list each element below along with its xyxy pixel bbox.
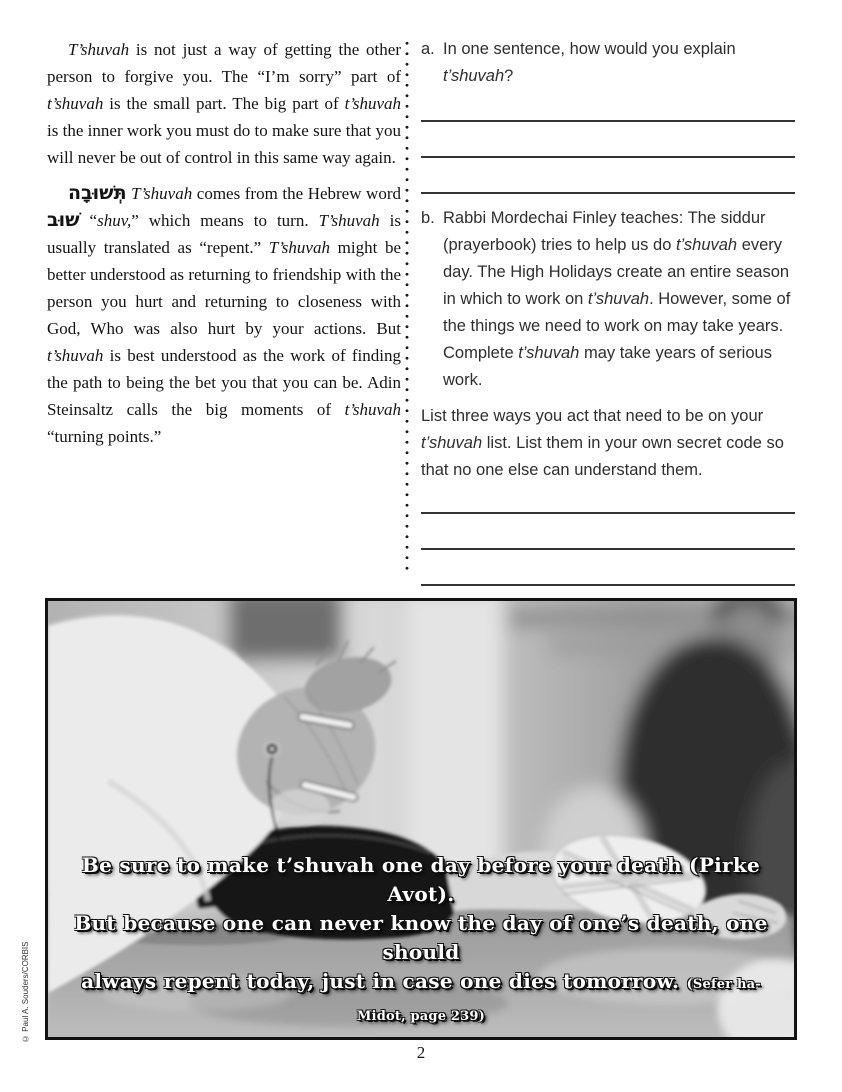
quote-line-3: always repent today, just in case one dies tomorrow. (Sefer ha-Midot, page 239) [81, 969, 761, 1024]
answer-lines-list [421, 484, 795, 586]
question-a [421, 36, 795, 90]
answer-lines-a [421, 90, 795, 194]
spacer [421, 394, 795, 403]
answer-line [421, 550, 795, 586]
question-b-text: Rabbi Mordechai Finley teaches: The siddur (prayerbook) tries to help us do t’shuvah every day. The High Holidays create an entire season in which to work on t’shuvah. However, some of the things we need to work on may take years. Complete t’shuvah may take years of serious work. [443, 209, 791, 389]
right-column [421, 36, 795, 586]
spacer [421, 194, 795, 205]
paragraph-tshuvah-intro: T’shuvah is not just a way of getting the other person to forgive you. The “I’m sorry” part of t’shuvah is the small part. The big part of t’shuvah is the inner work you must do to make sure that you will never be out of control in this same way again. [47, 40, 401, 167]
question-b-label: b. [421, 209, 435, 227]
answer-line [421, 514, 795, 550]
quote-line-1: Be sure to make t’shuvah one day before your death (Pirke Avot). [81, 853, 761, 906]
question-b [421, 205, 795, 394]
quote-line-2: But because one can never know the day of one’s death, one should [74, 911, 768, 964]
list-prompt: List three ways you act that need to be on your t’shuvah list. List them in your own secret code so that no one else can understand them. [421, 407, 784, 479]
question-a-text: In one sentence, how would you explain t’shuvah? [443, 40, 736, 85]
answer-line [421, 484, 795, 514]
photo-credit: © Paul A. Souders/CORBIS [21, 941, 30, 1043]
quote-citation: (Sefer ha-Midot, page 239) [356, 977, 761, 1024]
photo-quote [60, 851, 782, 1031]
answer-line [421, 122, 795, 158]
paragraph-tshuvah-hebrew: תְּשׁוּבָה T’shuvah comes from the Hebrew word שׁוּב “shuv,” which means to turn. T’shuvah is usually translated as “repent.” T’shuvah might be better understood as returning to friendship with the person you hurt and returning to closeness with God, Who was also hurt by your actions. But t’shuvah is best understood as the work of finding the path to being the bet you that you can be. Adin Steinsaltz calls the big moments of t’shuvah “turning points.” [47, 182, 402, 446]
dotted-column-divider [405, 38, 409, 575]
answer-line [421, 90, 795, 122]
question-a-label: a. [421, 40, 435, 58]
photo-frame [45, 598, 797, 1040]
answer-line [421, 158, 795, 194]
left-column [47, 36, 401, 459]
page-number: 2 [416, 1043, 426, 1062]
